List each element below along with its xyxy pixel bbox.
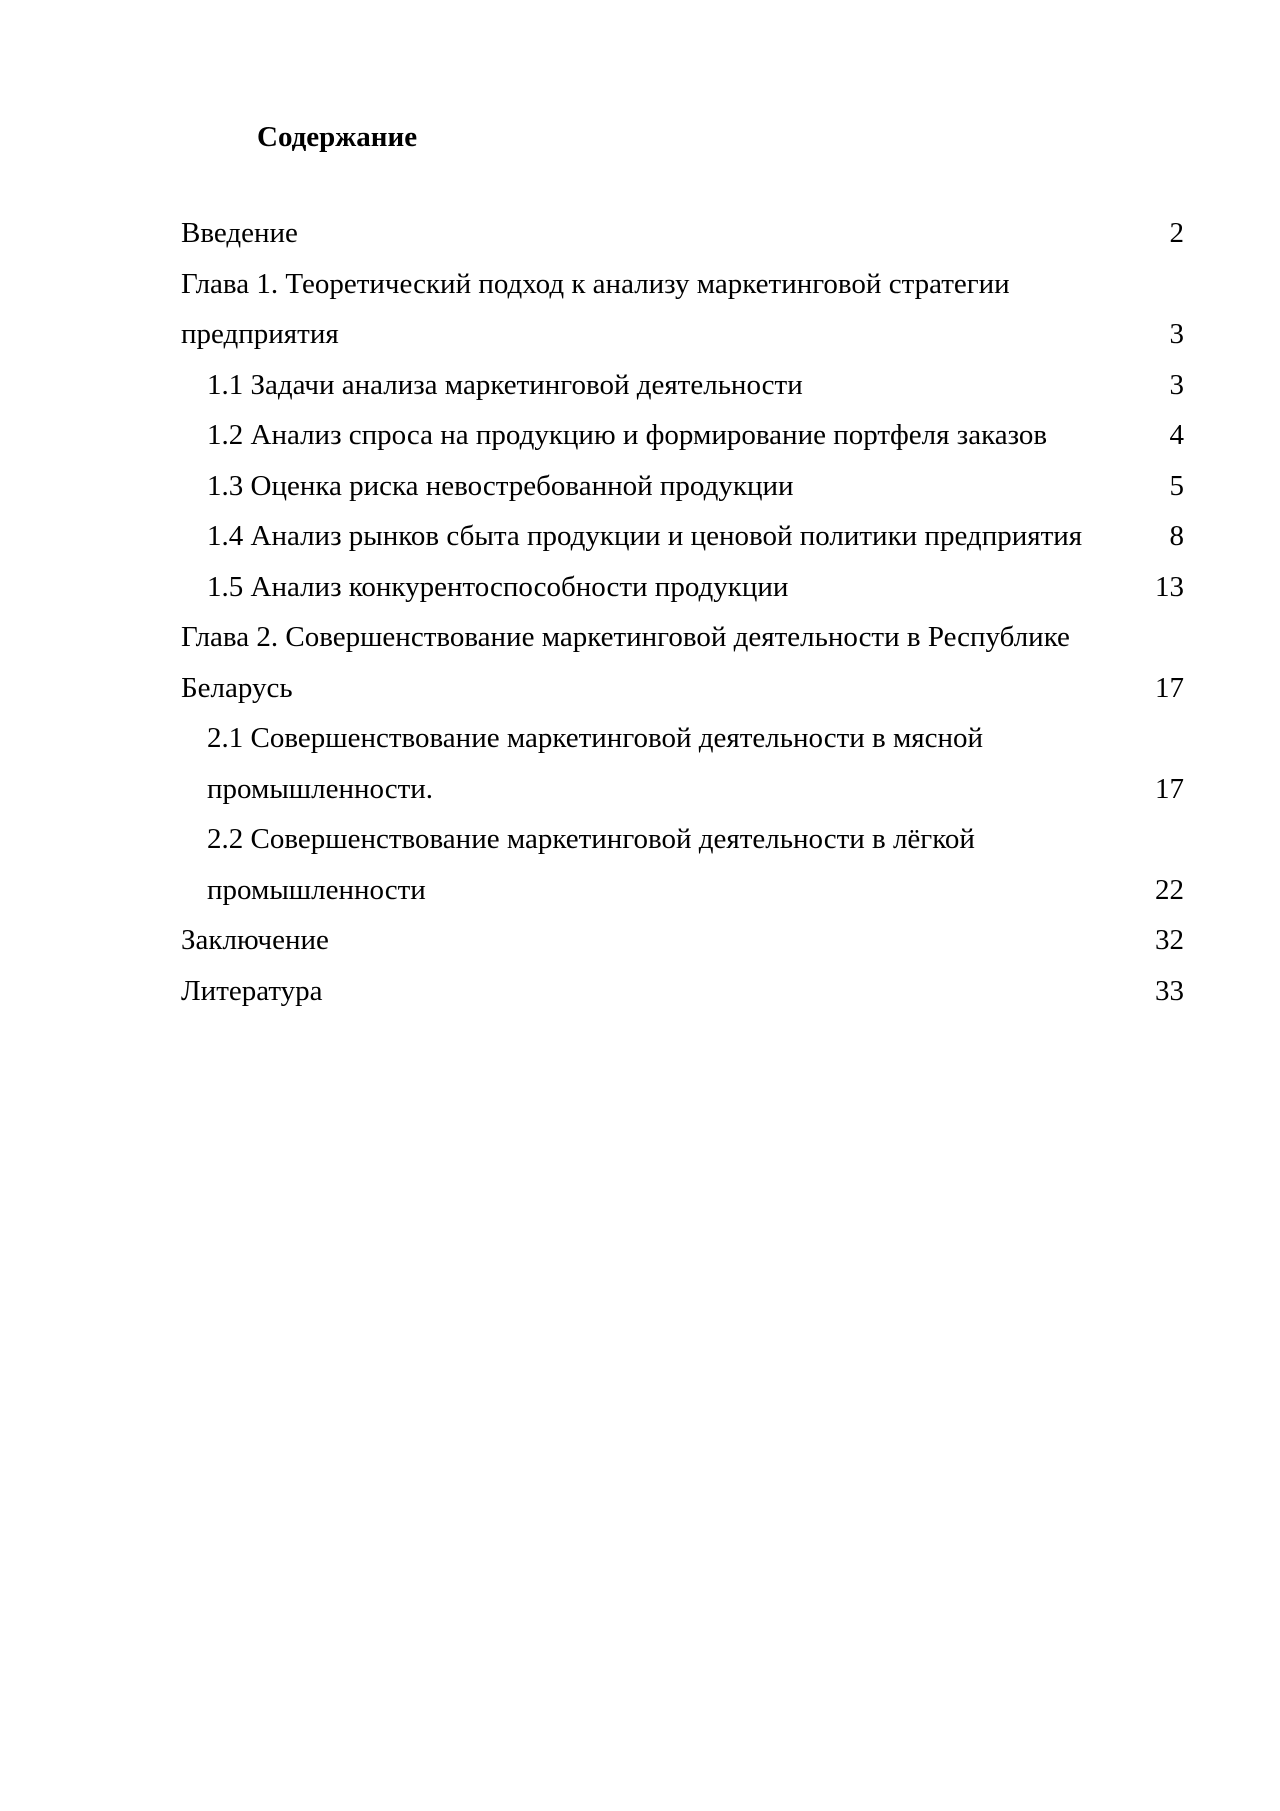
toc-entry-page: 32 <box>1155 924 1184 956</box>
toc-list <box>181 208 1184 1016</box>
toc-entry-title: Введение <box>181 217 298 249</box>
toc-heading: Содержание <box>257 121 418 153</box>
toc-entry <box>181 360 1184 411</box>
toc-entry-title: Глава 2. Совершенствование маркетинговой деятельности в Республике Беларусь <box>181 621 1070 704</box>
toc-entry-page: 17 <box>1155 772 1184 805</box>
toc-entry <box>181 562 1184 613</box>
toc-entry-page: 4 <box>1169 419 1184 451</box>
toc-entry-title: 1.4 Анализ рынков сбыта продукции и ценовой политики предприятия <box>207 520 1083 552</box>
toc-entry-title: 1.1 Задачи анализа маркетинговой деятельности <box>207 368 803 401</box>
toc-entry <box>181 410 1184 461</box>
toc-entry <box>181 966 1184 1017</box>
toc-entry-title: 1.3 Оценка риска невостребованной продукции <box>207 469 794 502</box>
toc-entry-page: 2 <box>1169 217 1184 249</box>
toc-entry-page: 13 <box>1155 570 1184 603</box>
toc-entry-page: 3 <box>1169 318 1184 350</box>
toc-entry-title: 2.2 Совершенствование маркетинговой деятельности в лёгкой промышленности <box>207 823 975 906</box>
toc-entry <box>181 259 1184 360</box>
toc-entry-page: 22 <box>1155 873 1184 906</box>
toc-entry <box>181 612 1184 713</box>
toc-entry <box>181 713 1184 814</box>
toc-entry-title: 1.5 Анализ конкурентоспособности продукции <box>207 570 789 603</box>
toc-entry <box>181 511 1184 562</box>
toc-entry-page: 3 <box>1169 368 1184 401</box>
toc-entry <box>181 461 1184 512</box>
toc-entry-page: 17 <box>1155 671 1184 704</box>
toc-entry-title: Литература <box>181 974 323 1007</box>
toc-entry-title: Глава 1. Теоретический подход к анализу маркетинговой стратегии предприятия <box>181 267 1010 350</box>
toc-entry-page: 8 <box>1169 520 1184 552</box>
toc-entry-title: Заключение <box>181 924 329 956</box>
toc-entry-page: 5 <box>1169 469 1184 502</box>
toc-entry-title: 1.2 Анализ спроса на продукцию и формирование портфеля заказов <box>207 419 1048 451</box>
toc-entry-title: 2.1 Совершенствование маркетинговой деятельности в мясной промышленности. <box>207 722 984 805</box>
toc-entry-page: 33 <box>1155 974 1184 1007</box>
toc-entry <box>181 814 1184 915</box>
toc-entry <box>181 208 1184 259</box>
toc-entry <box>181 915 1184 966</box>
